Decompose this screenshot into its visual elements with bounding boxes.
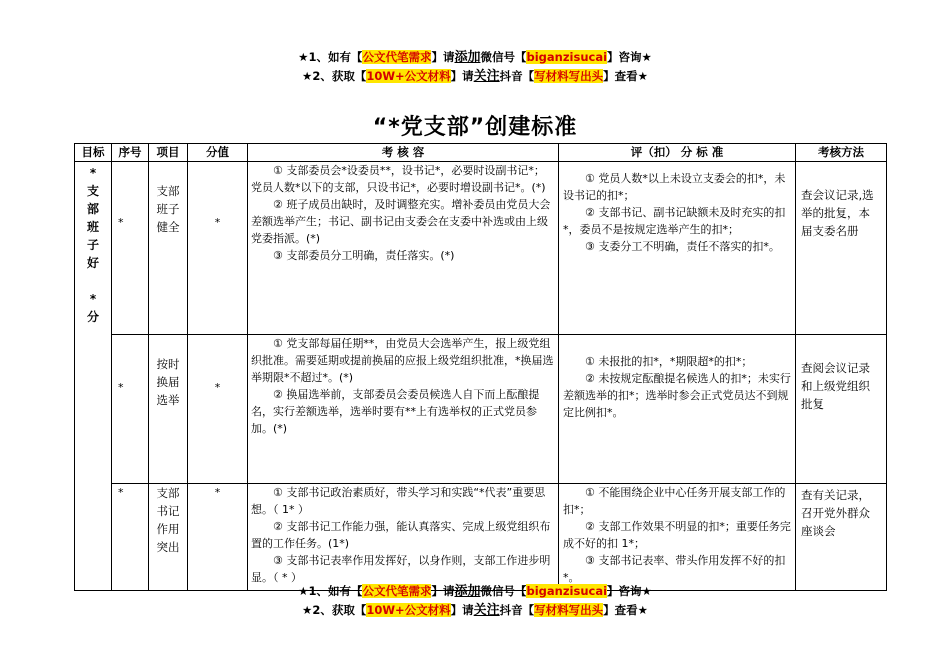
promo-text: ★1、如有【: [298, 50, 363, 64]
promo-emphasis: 关注: [473, 603, 500, 618]
promo-emphasis: 关注: [473, 69, 500, 84]
header-item: 项目: [149, 144, 188, 162]
criteria-item: ③ 支部书记表率、带头作用发挥不好的扣*。: [563, 554, 786, 584]
criteria-item: ② 未按规定酝酿提名候选人的扣*；未实行差额选举的扣*；选举时参会正式党员达不到规定比例扣*。: [563, 372, 791, 419]
promo-wechat-id: biganzisucai: [526, 584, 608, 598]
item-cell: 支部书记作用突出: [149, 484, 188, 591]
seq-cell: *: [112, 335, 149, 484]
method-cell: 查有关记录，召开党外群众座谈会: [796, 484, 887, 591]
criteria-item: ② 支部书记、副书记缺额未及时充实的扣*，委员不是按规定选举产生的扣*；: [563, 206, 786, 236]
header-criteria: 评（扣） 分 标 准: [559, 144, 796, 162]
promo-text: ★2、获取【: [302, 603, 367, 617]
promo-text: 微信号【: [480, 584, 527, 598]
table-row: [75, 484, 887, 591]
criteria-item: ① 不能围绕企业中心任务开展支部工作的扣*；: [563, 486, 786, 516]
criteria-cell: [559, 484, 796, 591]
criteria-cell: [559, 335, 796, 484]
method-cell: 查阅会议记录和上级党组织批复: [796, 335, 887, 484]
promo-highlight: 10W+公文材料: [366, 69, 451, 83]
item-cell: 支部班子健全: [149, 162, 188, 335]
goal-char: 好: [86, 256, 99, 270]
content-item: ① 支部书记政治素质好，带头学习和实践“*代表”重要思想。（ 1* ）: [251, 486, 546, 516]
promo-text: 】请: [450, 69, 474, 83]
promo-text: ★2、获取【: [302, 69, 367, 83]
content-cell: [248, 162, 559, 335]
promo-douyin-id: 写材料写出头: [534, 603, 604, 617]
goal-char: *: [89, 292, 97, 306]
content-item: ① 支部委员会*设委员**，设书记*，必要时设副书记*；党员人数*以下的支部，只设书记*，必要时增设副书记*。(*): [251, 164, 546, 194]
promo-highlight: 公文代笔需求: [362, 50, 432, 64]
promo-line-2: [0, 601, 950, 620]
table-header-row: [75, 144, 887, 162]
promo-highlight: 10W+公文材料: [366, 603, 451, 617]
header-seq: 序号: [112, 144, 149, 162]
promo-text: 抖音【: [499, 69, 535, 83]
header-goal: 目标: [75, 144, 112, 162]
header-score: 分值: [188, 144, 248, 162]
criteria-item: ② 支部工作效果不明显的扣*；重要任务完成不好的扣 1*；: [563, 520, 791, 550]
content-item: ③ 支部委员分工明确，责任落实。(*): [273, 249, 455, 262]
goal-char: 支: [86, 184, 99, 198]
goal-cell: [75, 162, 112, 591]
page-title: “*党支部”创建标准: [372, 115, 578, 140]
goal-char: 分: [86, 310, 99, 324]
content-cell: [248, 484, 559, 591]
score-cell: *: [188, 162, 248, 335]
standards-table: [74, 143, 887, 591]
promo-line-1: [0, 48, 950, 67]
promo-text: 】请: [450, 603, 474, 617]
promo-line-1: [0, 582, 950, 601]
header-content: 考 核 容: [248, 144, 559, 162]
header-method: 考核方法: [796, 144, 887, 162]
goal-char: *: [89, 166, 97, 180]
promo-douyin-id: 写材料写出头: [534, 69, 604, 83]
promo-emphasis: 添加: [454, 50, 481, 65]
criteria-item: ③ 支委分工不明确，责任不落实的扣*。: [585, 240, 780, 253]
promo-line-2: [0, 67, 950, 86]
promo-wechat-id: biganzisucai: [526, 50, 608, 64]
table-row: [75, 162, 887, 335]
content-item: ② 换届选举前，支部委员会委员候选人自下而上酝酿提名，实行差额选举，选举时要有**上有选举权的正式党员参加。(*): [251, 388, 540, 435]
score-cell: *: [188, 484, 248, 591]
promo-text: 】咨询★: [607, 50, 652, 64]
content-item: ② 班子成员出缺时，及时调整充实。增补委员由党员大会差额选举产生；书记、副书记由支委会在支委中补选或由上级党委指派。(*): [251, 198, 551, 245]
criteria-item: ① 党员人数*以上未设立支委会的扣*，未设书记的扣*；: [563, 172, 786, 202]
content-item: ③ 支部书记表率作用发挥好，以身作则，支部工作进步明显。（ * ）: [251, 554, 551, 584]
promo-banner-bottom: [0, 582, 950, 620]
promo-text: 】咨询★: [607, 584, 652, 598]
promo-text: 】查看★: [603, 69, 648, 83]
promo-banner-top: [0, 48, 950, 86]
score-cell: *: [188, 335, 248, 484]
seq-cell: *: [112, 162, 149, 335]
promo-text: 】请: [431, 50, 455, 64]
promo-emphasis: 添加: [454, 584, 481, 599]
promo-highlight: 公文代笔需求: [362, 584, 432, 598]
method-cell: 查会议记录,选举的批复，本届支委名册: [796, 162, 887, 335]
seq-cell: *: [112, 484, 149, 591]
criteria-cell: [559, 162, 796, 335]
promo-text: 微信号【: [480, 50, 527, 64]
content-cell: [248, 335, 559, 484]
table-row: [75, 335, 887, 484]
promo-text: 】查看★: [603, 603, 648, 617]
goal-char: 班: [86, 220, 99, 234]
item-cell: 按时换届选举: [149, 335, 188, 484]
promo-text: ★1、如有【: [298, 584, 363, 598]
goal-char: 部: [86, 202, 99, 216]
goal-char: 子: [86, 238, 99, 252]
content-item: ② 支部书记工作能力强，能认真落实、完成上级党组织布置的工作任务。(1*): [251, 520, 551, 550]
promo-text: 抖音【: [499, 603, 535, 617]
criteria-item: ① 未报批的扣*，*期限超*的扣*；: [585, 355, 753, 368]
promo-text: 】请: [431, 584, 455, 598]
content-item: ① 党支部每届任期**，由党员大会选举产生，报上级党组织批准。需要延期或提前换届的应报上级党组织批准，*换届选举期限*不超过*。(*): [251, 337, 554, 384]
